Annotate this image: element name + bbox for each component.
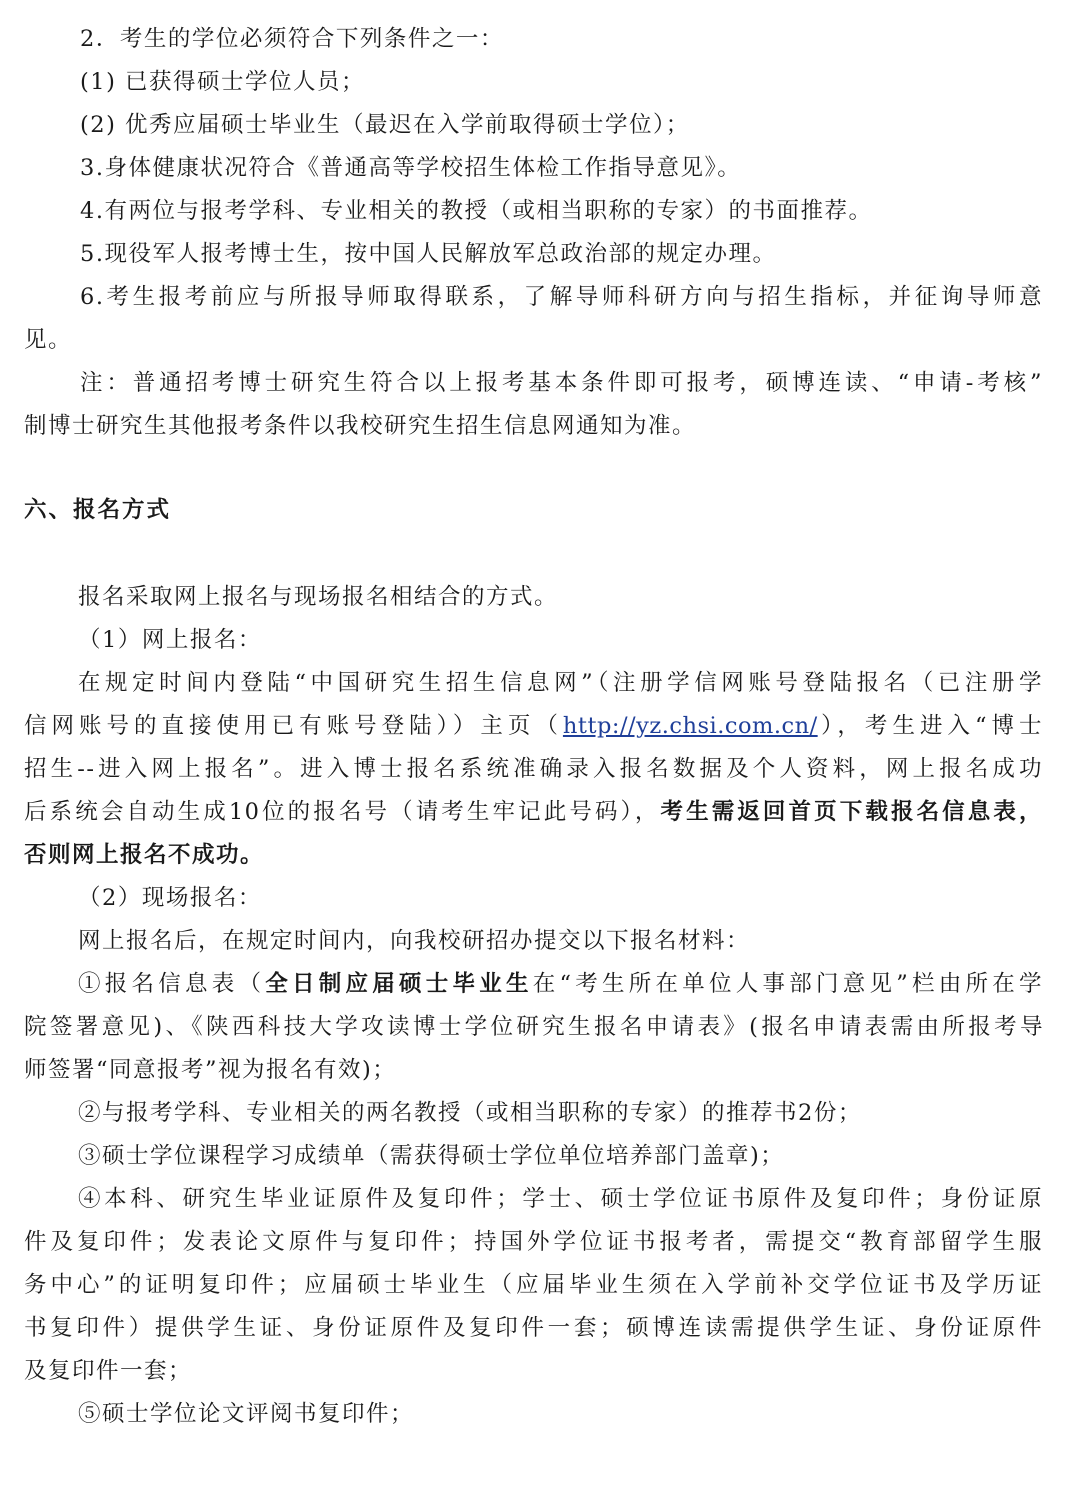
material-1 — [78, 963, 1043, 1006]
condition-military: 5.现役军人报考博士生，按中国人民解放军总政治部的规定办理。 — [80, 241, 777, 267]
condition-degree-intro: 2．考生的学位必须符合下列条件之一： — [80, 26, 504, 52]
condition-contact-supervisor-cont: 见。 — [24, 327, 73, 353]
material-1c: 在“考生所在单位人事部门意见”栏由所在学 — [532, 971, 1043, 997]
condition-contact-supervisor: 6.考生报考前应与所报导师取得联系，了解导师科研方向与招生指标，并征询导师意 — [80, 284, 1043, 310]
condition-degree-item-1: (1) 已获得硕士学位人员； — [80, 69, 366, 95]
note-paragraph: 注：普通招考博士研究生符合以上报考基本条件即可报考，硕博连读、“申请-考核” — [80, 370, 1043, 396]
material-1a: ①报名信息表（ — [78, 971, 266, 997]
material-4-cont-3: 书复印件）提供学生证、身份证原件及复印件一套；硕博连读需提供学生证、身份证原件 — [24, 1315, 1043, 1341]
online-registration-text-1: 在规定时间内登陆“中国研究生招生信息网”（注册学信网账号登陆报名（已注册学 — [78, 670, 1043, 696]
material-1-cont-2: 师签署“同意报考”视为报名有效)； — [24, 1057, 397, 1083]
section-heading-registration: 六、报名方式 — [24, 497, 172, 523]
material-3: ③硕士学位课程学习成绩单（需获得硕士学位单位培养部门盖章)； — [78, 1143, 785, 1169]
online-registration-text-3: 招生--进入网上报名”。进入博士报名系统准确录入报名数据及个人资料，网上报名成功 — [24, 756, 1043, 782]
material-1-cont: 院签署意见)、《陕西科技大学攻读博士学位研究生报名申请表》(报名申请表需由所报考导 — [24, 1014, 1043, 1040]
material-2: ②与报考学科、专业相关的两名教授（或相当职称的专家）的推荐书2份； — [78, 1100, 862, 1126]
online-registration-text-2b: ），考生进入“博士 — [817, 713, 1043, 739]
material-4-cont-1: 件及复印件；发表论文原件与复印件；持国外学位证书报考者，需提交“教育部留学生服 — [24, 1229, 1043, 1255]
material-4-cont-2: 务中心”的证明复印件；应届硕士毕业生（应届毕业生须在入学前补交学位证书及学历证 — [24, 1272, 1043, 1298]
online-registration-text-4a: 后系统会自动生成10位的报名号（请考生牢记此号码）， — [24, 799, 661, 825]
condition-degree-item-2: (2) 优秀应届硕士毕业生（最迟在入学前取得硕士学位）； — [80, 112, 690, 138]
fulltime-graduate-emphasis: 全日制应届硕士毕业生 — [265, 971, 533, 997]
material-5: ⑤硕士学位论文评阅书复印件； — [78, 1401, 415, 1427]
cropped-footer-fragment — [462, 1496, 602, 1509]
registration-intro: 报名采取网上报名与现场报名相结合的方式。 — [78, 584, 559, 610]
online-registration-text-2 — [24, 705, 1043, 748]
condition-recommendation: 4.有两位与报考学科、专业相关的教授（或相当职称的专家）的书面推荐。 — [80, 198, 873, 224]
online-registration-title: （1）网上报名： — [78, 627, 262, 653]
onsite-registration-intro: 网上报名后，在规定时间内，向我校研招办提交以下报名材料： — [78, 928, 751, 954]
chsi-link[interactable]: http://yz.chsi.com.cn/ — [562, 713, 818, 739]
online-registration-text-4 — [24, 791, 1043, 834]
condition-health: 3.身体健康状况符合《普通高等学校招生体检工作指导意见》。 — [80, 155, 742, 181]
download-form-emphasis: 考生需返回首页下载报名信息表， — [660, 799, 1043, 825]
material-4: ④本科、研究生毕业证原件及复印件；学士、硕士学位证书原件及复印件；身份证原 — [78, 1186, 1043, 1212]
onsite-registration-title: （2）现场报名： — [78, 885, 262, 911]
online-registration-text-2a: 信网账号的直接使用已有账号登陆））主页（ — [24, 713, 563, 739]
note-paragraph-cont: 制博士研究生其他报考条件以我校研究生招生信息网通知为准。 — [24, 413, 697, 439]
material-4-cont-4: 及复印件一套； — [24, 1358, 193, 1384]
online-registration-warning: 否则网上报名不成功。 — [24, 842, 265, 868]
